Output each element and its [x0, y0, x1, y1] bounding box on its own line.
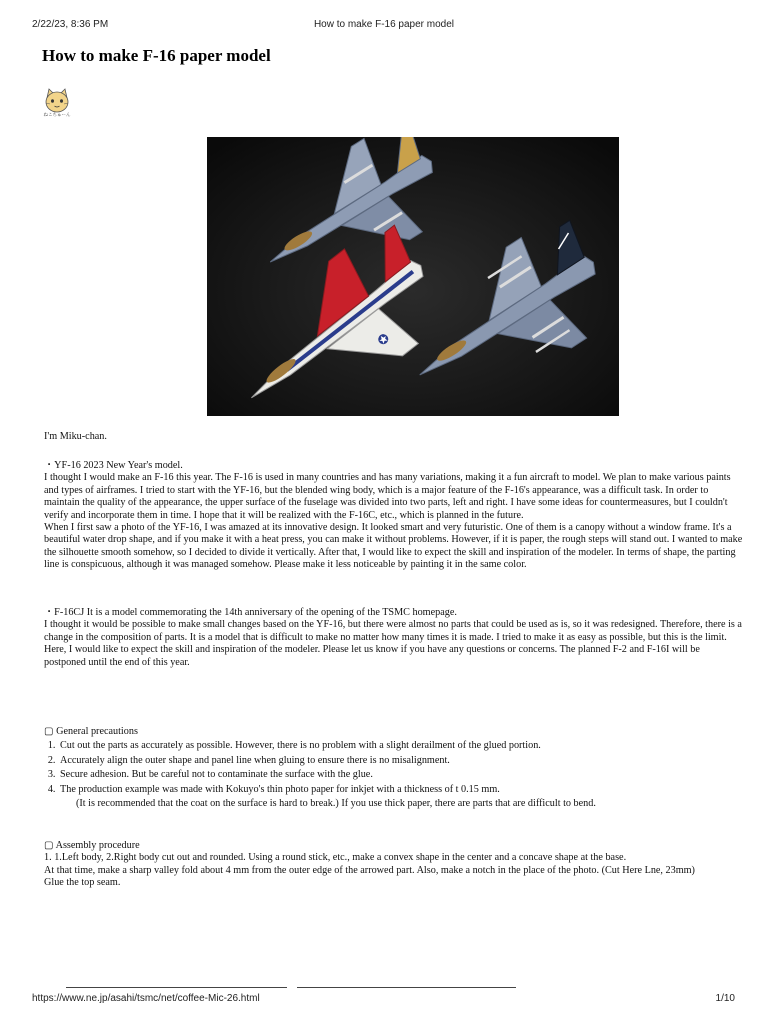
- assembly-line: Glue the top seam.: [44, 877, 121, 889]
- footer-divider: [297, 987, 516, 988]
- precautions-heading: ▢ General precautions: [44, 726, 138, 737]
- assembly-procedure: [44, 840, 744, 890]
- section-f16cj: [44, 607, 744, 669]
- intro-text: I'm Miku-chan.: [44, 431, 107, 442]
- list-item: 3. Secure adhesion. But be careful not to contaminate the surface with the glue.: [58, 769, 744, 781]
- assembly-heading: ▢ Assembly procedure: [44, 840, 140, 851]
- print-datetime: 2/22/23, 8:36 PM: [32, 19, 109, 30]
- assembly-line: At that time, make a sharp valley fold about 4 mm from the outer edge of the arrowed part. Also, make a notch in the place of the photo. (Cut Here Lne, 23mm): [44, 864, 695, 876]
- list-item: 2. Accurately align the outer shape and panel line when gluing to ensure there is no misalignment.: [58, 755, 744, 767]
- precautions-list: [44, 740, 744, 796]
- general-precautions: [44, 726, 744, 810]
- page-url-link[interactable]: https://www.ne.jp/asahi/tsmc/net/coffee-Mic-26.html: [32, 993, 260, 1004]
- precautions-note: (It is recommended that the coat on the surface is hard to break.) If you use thick paper, there are parts that are difficult to bend.: [76, 798, 596, 810]
- page-number: 1/10: [715, 993, 735, 1004]
- list-item: 1. Cut out the parts as accurately as possible. However, there is no problem with a slight derailment of the glued portion.: [58, 740, 744, 752]
- footer-divider: [66, 987, 287, 988]
- f16-models-photo: [207, 137, 619, 416]
- logo-caption: ねこちゅーん: [43, 112, 71, 117]
- page-title: How to make F-16 paper model: [42, 46, 271, 65]
- section-heading: ・YF-16 2023 New Year's model.: [44, 460, 183, 471]
- assembly-line: 1. 1.Left body, 2.Right body cut out and rounded. Using a round stick, etc., make a convex shape in the center and a concave shape at the base.: [44, 852, 627, 864]
- section-paragraph: When I first saw a photo of the YF-16, I was amazed at its innovative design. It looked smart and very futuristic. One of them is a canopy without a window frame. It's a beautiful water drop shape, and if you make it with a heat press, you can make it without problems. However, if it is paper, the rough steps will stand out. I wanted to make the silhouette smooth somehow, so I decided to divide it vertically. After that, I would like to expect the skill and inspiration of the modeler. In terms of shape, the parting line is conspicuous, although it was managed somehow. Please make it less noticeable by painting it in the same color.: [44, 522, 743, 571]
- section-yf16: [44, 460, 744, 572]
- section-paragraph: I thought it would be possible to make small changes based on the YF-16, but there were almost no parts that could be used as is, so it was redesigned. Therefore, there is a change in the composition of parts. It is a model that is difficult to make no matter how many times it is made. I tried to make it as easy as possible, but this is the limit. Here, I would like to expect the skill and inspiration of the modeler. Please let us know if you have any questions or concerns. The planned F-2 and F-16I will be postponed until the end of this year.: [44, 619, 742, 668]
- intro-line: [44, 431, 744, 443]
- section-heading: ・F-16CJ It is a model commemorating the 14th anniversary of the opening of the TSMC homepage.: [44, 607, 457, 618]
- section-paragraph: I thought I would make an F-16 this year. The F-16 is used in many countries and has many variations, making it a fun aircraft to model. We plan to make various paints and types of airframes. I tried to start with the YF-16, but the blended wing body, which is a major feature of the F-16's appearance, was a difficult task. In order to maintain the quality of the appearance, the upper surface of the fuselage was divided into two parts, left and right. I have some ideas for countermeasures, but I couldn't verify and incorporate them in time. I hope that it will be realized with the F-16C, etc., which is planned in the future.: [44, 472, 731, 521]
- list-item: 4. The production example was made with Kokuyo's thin photo paper for inkjet with a thickness of t 0.15 mm.: [58, 784, 744, 796]
- print-page-title: How to make F-16 paper model: [313, 19, 455, 30]
- cat-face-icon[interactable]: [44, 88, 70, 114]
